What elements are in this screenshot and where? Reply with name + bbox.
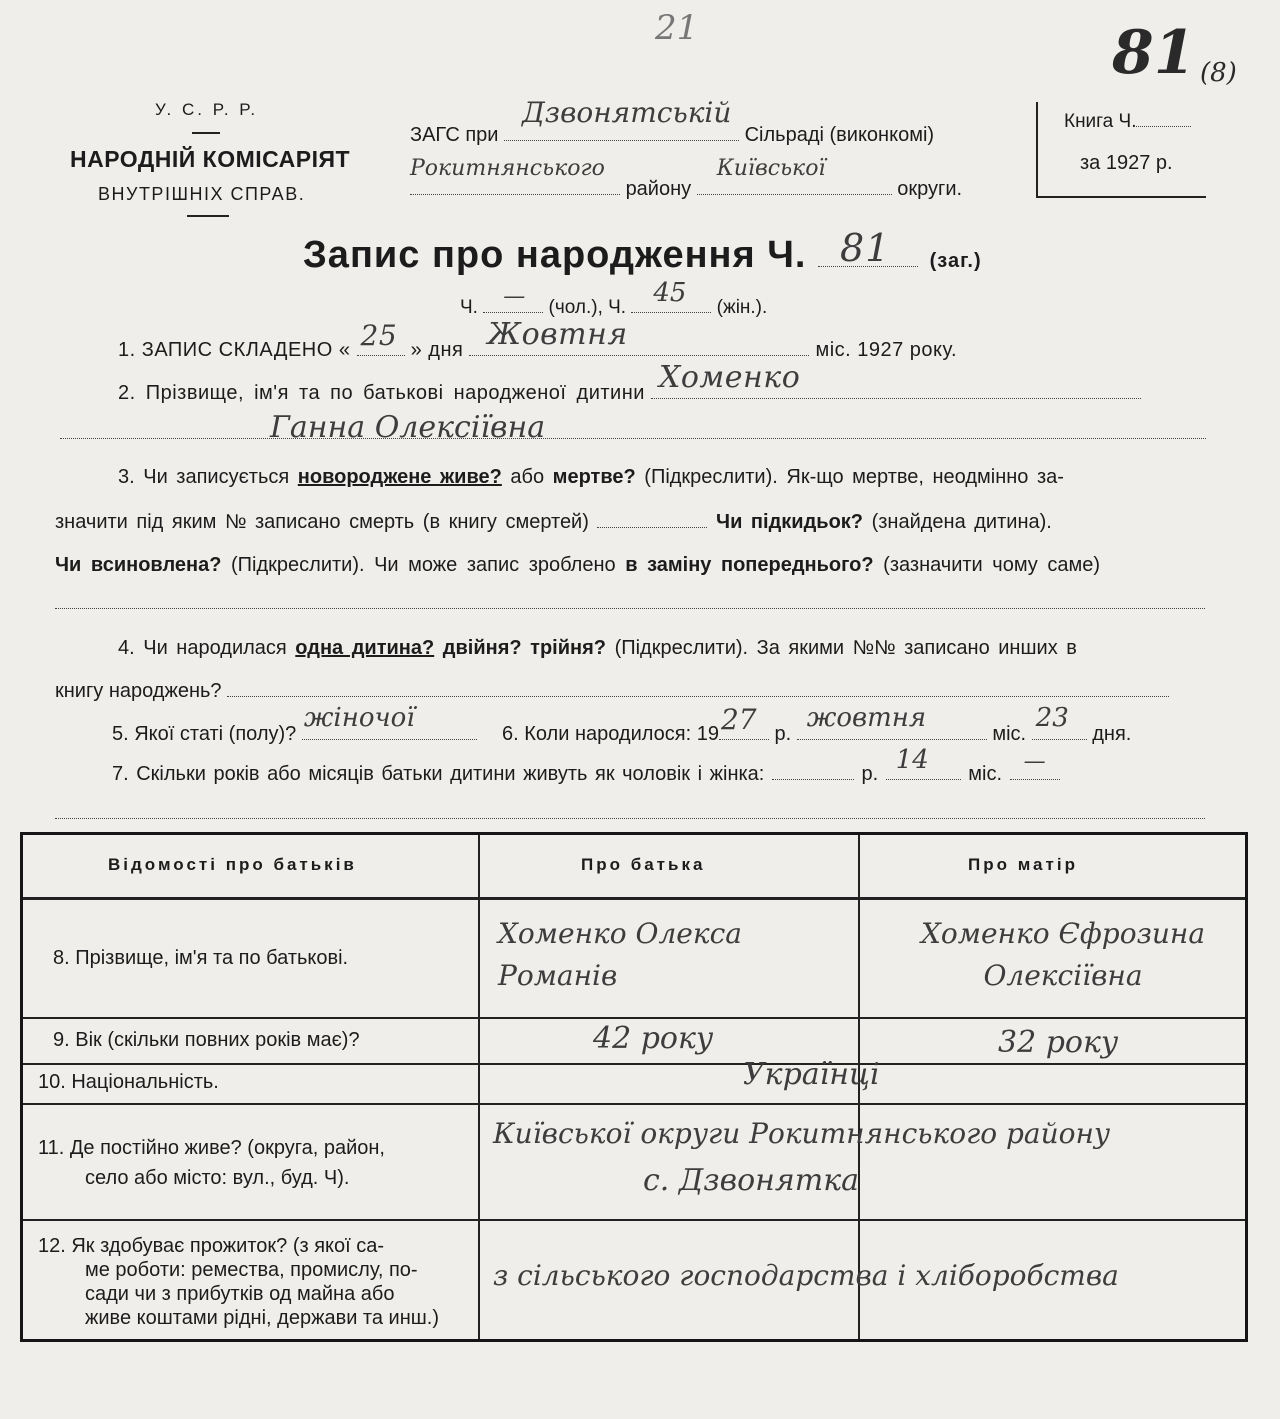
row-12-label-1: 12. Як здобуває прожиток? (з якої са- — [38, 1235, 385, 1257]
corner-number-suffix: (8) — [1200, 58, 1237, 88]
row-11-label-2: село або місто: вул., буд. Ч). — [85, 1167, 350, 1189]
q3-line-3: Чи всиновлена? (Підкреслити). Чи може запис зроблено в заміну попереднього? (зазначити чому саме) — [55, 554, 1101, 576]
q7-years: 14 — [895, 745, 929, 775]
district-value: Рокитнянського — [410, 156, 605, 181]
header-mother: Про матір — [968, 855, 1078, 874]
book-year: за 1927 р. — [1080, 152, 1173, 174]
q2-line-2 — [60, 410, 1206, 445]
top-pencil-mark: 21 — [655, 8, 699, 48]
zags-line-1 — [410, 96, 935, 147]
row-10-value: Українці — [743, 1057, 880, 1092]
book-label: Книга Ч. — [1064, 110, 1191, 133]
q1-day: 25 — [360, 319, 398, 352]
q1-line: 1. ЗАПИС СКЛАДЕНО « 25 » дня Жовтня міс. 1927 року. — [118, 317, 958, 361]
header-divider-1 — [192, 132, 220, 134]
village-council-value: Дзвонятській — [522, 96, 732, 129]
header-father: Про батька — [581, 855, 706, 874]
q6-year: 27 — [720, 703, 757, 736]
male-number: — — [503, 284, 526, 309]
zags-line-2 — [410, 156, 963, 201]
okruga-value: Київської — [716, 156, 826, 181]
department-label: ВНУТРІШНІХ СПРАВ. — [98, 184, 306, 204]
republic-label: У. С. Р. Р. — [155, 100, 259, 119]
record-suffix: (заг.) — [929, 250, 982, 272]
q3-line-1: 3. Чи записується новороджене живе? або мертве? (Підкреслити). Як-що мертве, неодмінно за- — [118, 466, 1064, 488]
row-9-mother: 32 року — [998, 1025, 1119, 1060]
row-12-label-3: сади чи з прибутків од майна або — [85, 1283, 395, 1305]
zags-prefix: ЗАГС при — [410, 124, 499, 146]
parents-table — [20, 832, 1248, 1342]
okruga-label: округи. — [897, 178, 963, 200]
record-number: 81 — [840, 226, 891, 270]
record-title: Запис про народження Ч. 81 (заг.) — [303, 226, 982, 276]
row-11-label-1: 11. Де постійно живе? (округа, район, — [38, 1137, 385, 1159]
q2-surname: Хоменко — [659, 360, 801, 395]
commissariat-title: НАРОДНІЙ КОМІСАРІЯТ — [70, 146, 351, 172]
row-10-label: 10. Національність. — [38, 1071, 219, 1093]
row-9-label: 9. Вік (скільки повних років має)? — [53, 1029, 360, 1051]
record-subtitle: Ч. — (чол.), Ч. 45 (жін.). — [460, 278, 768, 318]
q3-line-4 — [55, 590, 1205, 609]
table-row-divider-2 — [23, 1063, 1245, 1065]
row-9-father: 42 року — [593, 1021, 714, 1056]
row-11-value-2: с. Дзвонятка — [643, 1163, 860, 1198]
table-row-divider-1 — [23, 1017, 1245, 1019]
q4-line-1: 4. Чи народилася одна дитина? двійня? трійня? (Підкреслити). За якими №№ записано инших в — [118, 637, 1077, 659]
table-row-divider-3 — [23, 1103, 1245, 1105]
header-parents-info: Відомості про батьків — [108, 855, 357, 874]
district-label: району — [625, 178, 692, 200]
table-row-divider-4 — [23, 1219, 1245, 1221]
table-col-divider-1 — [478, 835, 480, 1339]
q5-q6-line: 5. Якої статі (полу)? жіночої 6. Коли народилося: 19 27 р. жовтня міс. 23 дня. — [112, 703, 1132, 745]
corner-number: 81 — [1112, 18, 1196, 88]
q2-given: Ганна Олексіївна — [270, 410, 546, 445]
table-header-divider — [23, 897, 1245, 900]
q4-line-2: книгу народжень? — [55, 680, 1169, 703]
row-8-label: 8. Прізвище, ім'я та по батькові. — [53, 947, 349, 969]
q6-day: 23 — [1035, 703, 1069, 733]
q6-month: жовтня — [806, 703, 927, 733]
q2-line: 2. Прізвище, ім'я та по батькові народженої дитини Хоменко — [118, 380, 1141, 405]
zags-suffix: Сільраді (виконкомі) — [744, 124, 935, 146]
q7-line-2 — [55, 800, 1205, 819]
row-11-value-1: Київської округи Рокитнянського району — [493, 1117, 1111, 1150]
row-12-value: з сільського господарства і хліборобства — [493, 1259, 1119, 1292]
row-8-father: Хоменко Олекса Романів — [498, 917, 742, 992]
q7-line: 7. Скільки років або місяців батьки дитини живуть як чоловік і жінка: р. 14 міс. — — [112, 763, 1060, 786]
q3-line-2: значити під яким № записано смерть (в книгу смертей) Чи підкидьок? (знайдена дитина). — [55, 511, 1052, 533]
female-number: 45 — [653, 278, 687, 308]
q5-value: жіночої — [303, 703, 415, 733]
row-12-label-4: живе коштами рідні, держави та инш.) — [85, 1307, 440, 1329]
q1-month: Жовтня — [487, 317, 628, 352]
q7-months: — — [1023, 749, 1046, 774]
header-divider-2 — [187, 215, 229, 217]
row-12-label-2: ме роботи: ремества, промислу, по- — [85, 1259, 418, 1281]
row-8-mother: Хоменко Єфрозина Олексіївна — [920, 917, 1206, 992]
